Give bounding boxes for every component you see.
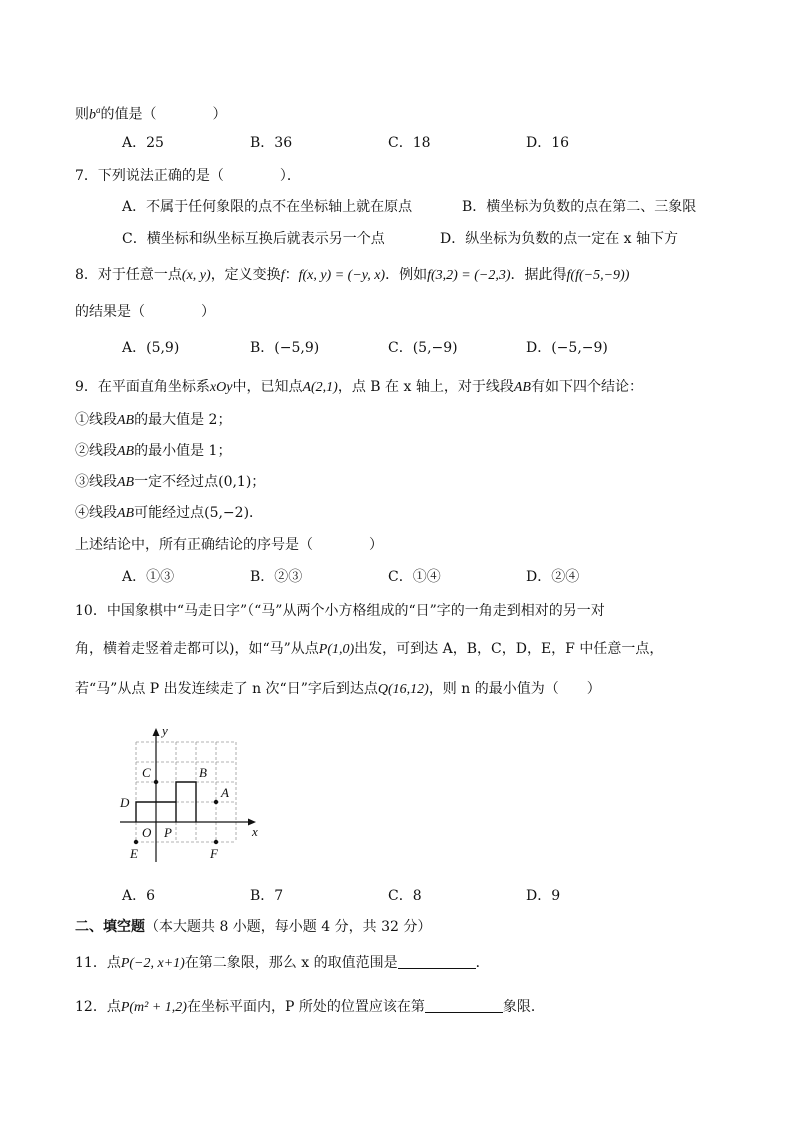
q8-math-target: f(f(−5,−9)) (566, 268, 630, 283)
q8-stem-part1: 8．对于任意一点 (75, 267, 182, 283)
q9-math-point-a: A(2,1) (302, 380, 338, 395)
q10-line-3 (75, 679, 601, 700)
q7-stem: 7．下列说法正确的是（ ）． (75, 168, 301, 184)
q8-stem-part4: ．例如 (385, 267, 428, 283)
q12-answer-blank[interactable] (425, 998, 503, 1013)
q9-item-3-post: 一定不经过点(0,1)； (134, 474, 266, 490)
point-c-dot (154, 780, 158, 784)
q8-stem-line2: 的结果是（ ） (75, 304, 215, 320)
q6-option-d: D．16 (526, 135, 570, 151)
q10-line-3-a: 若“马”从点 P 出发连续走了 n 次“日”字后到达点 (75, 681, 378, 697)
q6-stem-suffix: 的值是（ ） (100, 106, 227, 123)
q9-item-4 (75, 503, 263, 524)
q10-figure (112, 718, 272, 868)
q7-option-d: D．纵坐标为负数的点一定在 x 轴下方 (440, 231, 679, 247)
q9-option-d: D．②④ (526, 569, 580, 585)
point-a-dot (214, 800, 218, 804)
q9-option-a: A．①③ (122, 569, 175, 585)
q8-stem-part3: ： (284, 267, 299, 283)
q8-stem-part2: ，定义变换 (210, 267, 281, 283)
q9-item-1 (75, 410, 231, 431)
q9-stem (75, 377, 643, 398)
q9-item-1-math: AB (117, 413, 135, 428)
q9-item-4-post: 可能经过点(5,−2)． (134, 505, 264, 521)
point-f-dot (214, 840, 218, 844)
q6-math-sup: a (96, 105, 101, 115)
q6-option-c: C．18 (388, 135, 431, 151)
q9-item-3 (75, 472, 265, 493)
label-d: D (120, 795, 130, 810)
q7-option-b: B．横坐标为负数的点在第二、三象限 (462, 199, 697, 215)
q9-math-ab: AB (513, 380, 531, 395)
q8-math-example: f(3,2) = (−2,3) (427, 268, 511, 283)
q9-stem-part4: 有如下四个结论： (530, 379, 643, 395)
q6-option-b: B．36 (250, 135, 293, 151)
q11-stem (75, 953, 490, 974)
q12-math-point: P(m² + 1,2) (120, 1000, 187, 1015)
q9-option-b: B．②③ (250, 569, 303, 585)
q9-item-1-post: 的最大值是 2； (134, 412, 232, 428)
q9-item-3-pre: ③线段 (75, 474, 117, 490)
q8-stem-part5: ．据此得 (510, 267, 567, 283)
label-p: P (164, 825, 172, 840)
q8-option-c: C．(5,−9) (388, 340, 458, 356)
q10-option-a: A．6 (122, 888, 156, 904)
section-2-note: （本大题共 8 小题，每小题 4 分，共 32 分） (145, 919, 432, 935)
q12-pre: 12．点 (75, 999, 121, 1015)
q12-post: 在坐标平面内，P 所处的位置应该在第 (186, 999, 425, 1015)
q10-line-3-b: ，则 n 的最小值为（ ） (428, 681, 601, 697)
q9-stem-part1: 9．在平面直角坐标系 (75, 379, 210, 395)
q10-line-2 (75, 639, 663, 660)
q6-stem (75, 100, 227, 126)
q9-item-1-pre: ①线段 (75, 412, 117, 428)
q11-answer-blank[interactable] (398, 954, 476, 969)
q10-line-2-b: 出发，可到达 A，B，C，D，E，F 中任意一点， (354, 641, 664, 657)
q8-math-f: f (280, 268, 285, 283)
label-f: F (210, 846, 218, 861)
section-2-title: 二、填空题 (75, 919, 145, 935)
label-a: A (221, 785, 229, 800)
q9-stem-part2: 中，已知点 (232, 379, 303, 395)
label-y: y (162, 723, 168, 738)
q8-math-definition: f(x, y) = (−y, x) (298, 268, 386, 283)
point-e-dot (134, 840, 138, 844)
q10-math-p: P(1,0) (318, 642, 355, 657)
q8-math-point: (x, y) (181, 268, 211, 283)
q10-option-c: C．8 (388, 888, 422, 904)
q8-option-a: A．(5,9) (122, 340, 180, 356)
q11-math-point: P(−2, x+1) (120, 956, 185, 971)
q8-option-b: B．(−5,9) (250, 340, 320, 356)
label-b: B (199, 765, 207, 780)
q6-math-b: b (89, 107, 96, 123)
section-2-heading (75, 917, 431, 937)
q9-item-4-math: AB (117, 506, 135, 521)
label-e: E (130, 846, 138, 861)
q6-stem-prefix: 则 (75, 106, 89, 123)
q10-option-b: B．7 (250, 888, 284, 904)
q9-item-2-post: 的最小值是 1； (134, 443, 232, 459)
q9-option-c: C．①④ (388, 569, 441, 585)
q7-option-a: A．不属于任何象限的点不在坐标轴上就在原点 (122, 199, 413, 215)
q9-item-4-pre: ④线段 (75, 505, 117, 521)
q10-line-1: 10．中国象棋中“马走日字”（“马”从两个小方格组成的“日”字的一角走到相对的另一对 (75, 603, 605, 619)
q9-stem-part3: ，点 B 在 x 轴上，对于线段 (337, 379, 514, 395)
q10-option-d: D．9 (526, 888, 561, 904)
q12-end: 象限． (502, 999, 545, 1015)
label-c: C (142, 765, 151, 780)
q11-end: ． (475, 955, 490, 971)
q9-math-xoy: xOy (209, 380, 233, 395)
q7-option-c: C．横坐标和纵坐标互换后就表示另一个点 (122, 231, 385, 247)
q11-post: 在第二象限，那么 x 的取值范围是 (184, 955, 398, 971)
q10-math-q: Q(16,12) (377, 682, 429, 697)
q9-item-2 (75, 441, 231, 462)
q9-item-2-pre: ②线段 (75, 443, 117, 459)
q9-item-2-math: AB (117, 444, 135, 459)
q8-stem (75, 265, 629, 286)
q10-line-2-a: 角，横着走竖着走都可以)，如“马”从点 (75, 641, 319, 657)
label-x: x (252, 824, 258, 839)
q6-option-a: A．25 (122, 135, 164, 151)
q9-item-3-math: AB (117, 475, 135, 490)
label-o: O (142, 825, 152, 840)
q11-pre: 11．点 (75, 955, 121, 971)
q12-stem (75, 997, 545, 1018)
q9-question: 上述结论中，所有正确结论的序号是（ ） (75, 537, 383, 553)
q8-option-d: D．(−5,−9) (526, 340, 608, 356)
